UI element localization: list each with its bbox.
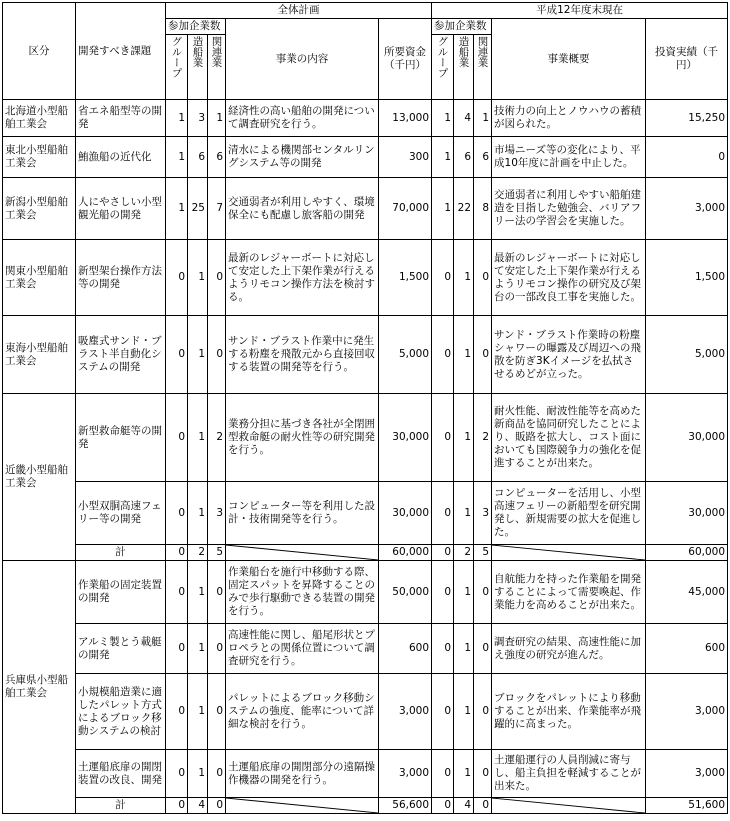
- table-row: [3, 316, 728, 394]
- group-count-current: 0: [432, 316, 454, 394]
- task-cell: 土運船底扉の開閉装置の改良、開発: [76, 750, 166, 798]
- funds-cell: 600: [379, 624, 432, 674]
- content-cell: コンピューター等を利用した設計・技術開発等を行う。: [226, 482, 379, 545]
- related-count: 3: [208, 482, 226, 545]
- shipbuilding-count: 6: [188, 137, 208, 178]
- task-cell: 小規模船造業に適したパレット方式によるブロック移動システムの検討: [76, 674, 166, 750]
- header-group-plan: グループ: [170, 36, 183, 78]
- summary-cell: 交通弱者に利用しやすい船舶建造を目指した勉強会、バリアフリー法の学習会を実施した。: [492, 178, 646, 240]
- content-cell: 清水による機関部センタルリングシステム等の開発: [226, 137, 379, 178]
- investment-cell: 1,500: [646, 240, 728, 316]
- category-cell: 近畿小型船舶工業会: [3, 394, 76, 561]
- total-row: [3, 798, 728, 814]
- shipbuilding-count: 1: [188, 624, 208, 674]
- shipbuilding-count: 1: [188, 316, 208, 394]
- group-count-current: 0: [432, 240, 454, 316]
- related-count: 0: [208, 561, 226, 624]
- header-related-current: 関連業: [476, 36, 489, 68]
- summary-cell: 調査研究の結果、高速性能に加え強度の研究が進んだ。: [492, 624, 646, 674]
- related-count: 7: [208, 178, 226, 240]
- shipbuilding-count-current: 4: [454, 100, 474, 137]
- group-count: 0: [166, 394, 188, 482]
- related-count-current: 0: [474, 798, 492, 814]
- shipbuilding-count-current: 1: [454, 394, 474, 482]
- shipbuilding-count: 1: [188, 240, 208, 316]
- summary-cell: 自航能力を持った作業船を開発することによって需要喚起、作業能力を高めることが出来た。: [492, 561, 646, 624]
- table-row: [3, 561, 728, 624]
- task-cell: 省エネ船型等の開発: [76, 100, 166, 137]
- category-cell: 東海小型船舶工業会: [3, 316, 76, 394]
- header-category: 区分: [3, 3, 76, 100]
- header-participants-plan: 参加企業数: [166, 19, 226, 35]
- content-cell: 交通弱者が利用しやすく、環境保全にも配慮し旅客船の開発: [226, 178, 379, 240]
- table-row: [3, 394, 728, 482]
- shipbuilding-count: 2: [188, 545, 208, 561]
- group-count: 0: [166, 674, 188, 750]
- header-content: 事業の内容: [226, 19, 379, 100]
- shipbuilding-count: 3: [188, 100, 208, 137]
- investment-cell: 3,000: [646, 674, 728, 750]
- group-count: 1: [166, 178, 188, 240]
- related-count-current: 0: [474, 624, 492, 674]
- content-cell: 土運船底扉の開閉部分の遠隔操作機器の開発を行う。: [226, 750, 379, 798]
- total-label: 計: [76, 798, 166, 814]
- funds-cell: 13,000: [379, 100, 432, 137]
- group-count: 0: [166, 798, 188, 814]
- header-required-funds: 所要資金（千円）: [379, 19, 432, 100]
- shipbuilding-count-current: 2: [454, 545, 474, 561]
- related-count: 1: [208, 100, 226, 137]
- content-cell: 高速性能に関し、船尾形状とプロペラとの関係位置について調査研究を行う。: [226, 624, 379, 674]
- shipbuilding-count: 1: [188, 561, 208, 624]
- group-count: 1: [166, 137, 188, 178]
- investment-cell: 5,000: [646, 316, 728, 394]
- task-cell: 新型救命艇等の開発: [76, 394, 166, 482]
- funds-cell: 50,000: [379, 561, 432, 624]
- funds-cell: 56,600: [379, 798, 432, 814]
- content-cell: サンド・ブラスト作業中に発生する粉塵を飛散元から直接回収する装置の開発等を行う。: [226, 316, 379, 394]
- header-investment: 投資実績（千円）: [646, 19, 728, 100]
- content-cell: 経済性の高い船舶の開発について調査研究を行う。: [226, 100, 379, 137]
- table-row: [3, 482, 728, 545]
- group-count-current: 1: [432, 178, 454, 240]
- summary-cell: 土運船運行の人員削減に寄与し、船主負担を軽減することが出来た。: [492, 750, 646, 798]
- investment-cell: 0: [646, 137, 728, 178]
- shipbuilding-count-current: 1: [454, 624, 474, 674]
- investment-cell: 600: [646, 624, 728, 674]
- investment-cell: 30,000: [646, 482, 728, 545]
- task-cell: 小型双胴高速フェリー等の開発: [76, 482, 166, 545]
- group-count: 1: [166, 100, 188, 137]
- task-cell: 作業船の固定装置の開発: [76, 561, 166, 624]
- group-count: 0: [166, 482, 188, 545]
- related-count-current: 6: [474, 137, 492, 178]
- summary-cell: コンピューターを活用し、小型高速フェリーの新船型を研究開発し、新規需要の拡大を促進した。: [492, 482, 646, 545]
- shipbuilding-count-current: 1: [454, 674, 474, 750]
- table-row: [3, 624, 728, 674]
- table-row: [3, 674, 728, 750]
- shipbuilding-count: 4: [188, 798, 208, 814]
- category-cell: 新潟小型船舶工業会: [3, 178, 76, 240]
- group-count-current: 0: [432, 624, 454, 674]
- shipbuilding-count-current: 4: [454, 798, 474, 814]
- header-shipbuilding-current: 造船業: [457, 36, 470, 68]
- shipbuilding-count: 1: [188, 394, 208, 482]
- category-cell: 関東小型船舶工業会: [3, 240, 76, 316]
- investment-cell: 51,600: [646, 798, 728, 814]
- related-count-current: 2: [474, 394, 492, 482]
- funds-cell: 30,000: [379, 482, 432, 545]
- shipbuilding-count: 1: [188, 750, 208, 798]
- funds-cell: 3,000: [379, 674, 432, 750]
- group-count-current: 1: [432, 100, 454, 137]
- category-cell: 北海道小型船舶工業会: [3, 100, 76, 137]
- shipbuilding-count: 1: [188, 482, 208, 545]
- group-count-current: 0: [432, 561, 454, 624]
- shipbuilding-count-current: 1: [454, 561, 474, 624]
- group-count-current: 0: [432, 482, 454, 545]
- table-row: [3, 178, 728, 240]
- summary-cell: ブロックをパレットにより移動することが出来、作業能率が飛躍的に高まった。: [492, 674, 646, 750]
- shipbuilding-count-current: 1: [454, 482, 474, 545]
- header-task: 開発すべき課題: [76, 3, 166, 100]
- header-group-current: グループ: [436, 36, 449, 78]
- content-cell: パレットによるブロック移動システムの強度、能率について詳細な検討を行う。: [226, 674, 379, 750]
- related-count: 5: [208, 545, 226, 561]
- group-count-current: 0: [432, 750, 454, 798]
- header-summary: 事業概要: [492, 19, 646, 100]
- related-count: 0: [208, 240, 226, 316]
- funds-cell: 300: [379, 137, 432, 178]
- content-cell: 業務分担に基づき各社が全閉囲型救命艇の耐火性等の研究開発を行う。: [226, 394, 379, 482]
- group-count-current: 0: [432, 674, 454, 750]
- plan-table: [2, 2, 728, 814]
- related-count: 0: [208, 624, 226, 674]
- funds-cell: 3,000: [379, 750, 432, 798]
- summary-cell: サンド・ブラスト作業時の粉塵シャワーの曝露及び周辺への飛散を防ぎ3Kイメージを払拭させるめどが立った。: [492, 316, 646, 394]
- related-count-current: 0: [474, 316, 492, 394]
- task-cell: 鮪漁船の近代化: [76, 137, 166, 178]
- related-count-current: 5: [474, 545, 492, 561]
- related-count: 0: [208, 798, 226, 814]
- related-count-current: 0: [474, 561, 492, 624]
- shipbuilding-count: 25: [188, 178, 208, 240]
- header-overall-plan: 全体計画: [166, 3, 432, 19]
- summary-cell: 市場ニーズ等の変化により、平成10年度に計画を中止した。: [492, 137, 646, 178]
- related-count: 0: [208, 674, 226, 750]
- group-count: 0: [166, 624, 188, 674]
- header-current-status: 平成12年度末現在: [432, 3, 728, 19]
- group-count: 0: [166, 545, 188, 561]
- related-count: 6: [208, 137, 226, 178]
- shipbuilding-count: 1: [188, 674, 208, 750]
- table-row: [3, 100, 728, 137]
- related-count: 0: [208, 750, 226, 798]
- related-count-current: 3: [474, 482, 492, 545]
- diagonal-cell: [226, 798, 379, 814]
- shipbuilding-count-current: 22: [454, 178, 474, 240]
- diagonal-cell: [226, 545, 379, 561]
- related-count: 0: [208, 316, 226, 394]
- investment-cell: 60,000: [646, 545, 728, 561]
- category-cell: 兵庫県小型船舶工業会: [3, 561, 76, 814]
- total-label: 計: [76, 545, 166, 561]
- header-participants-current: 参加企業数: [432, 19, 492, 35]
- summary-cell: 耐火性能、耐波性能等を高めた新商品を協同研究したことにより、販路を拡大し、コスト面においても国際競争力の強化を促進することが出来た。: [492, 394, 646, 482]
- funds-cell: 5,000: [379, 316, 432, 394]
- group-count: 0: [166, 240, 188, 316]
- group-count-current: 0: [432, 545, 454, 561]
- funds-cell: 1,500: [379, 240, 432, 316]
- group-count-current: 0: [432, 798, 454, 814]
- table-row: [3, 137, 728, 178]
- shipbuilding-count-current: 1: [454, 240, 474, 316]
- task-cell: 人にやさしい小型観光船の開発: [76, 178, 166, 240]
- diagonal-cell: [492, 545, 646, 561]
- funds-cell: 60,000: [379, 545, 432, 561]
- task-cell: アルミ製とう載艇の開発: [76, 624, 166, 674]
- header-related-plan: 関連業: [210, 36, 223, 68]
- shipbuilding-count-current: 1: [454, 750, 474, 798]
- investment-cell: 30,000: [646, 394, 728, 482]
- summary-cell: 技術力の向上とノウハウの蓄積が図られた。: [492, 100, 646, 137]
- related-count-current: 0: [474, 240, 492, 316]
- shipbuilding-count-current: 6: [454, 137, 474, 178]
- header-shipbuilding-plan: 造船業: [191, 36, 204, 68]
- related-count-current: 0: [474, 750, 492, 798]
- investment-cell: 15,250: [646, 100, 728, 137]
- table-row: [3, 240, 728, 316]
- related-count-current: 0: [474, 674, 492, 750]
- group-count: 0: [166, 750, 188, 798]
- related-count-current: 8: [474, 178, 492, 240]
- investment-cell: 3,000: [646, 178, 728, 240]
- investment-cell: 3,000: [646, 750, 728, 798]
- task-cell: 吸塵式サンド・ブラスト半自動化システムの開発: [76, 316, 166, 394]
- content-cell: 作業船台を施行中移動する際、固定スパットを昇降することのみで歩行駆動できる装置の開発を行う。: [226, 561, 379, 624]
- group-count-current: 0: [432, 394, 454, 482]
- group-count-current: 1: [432, 137, 454, 178]
- category-cell: 東北小型船舶工業会: [3, 137, 76, 178]
- summary-cell: 最新のレジャーボートに対応して安定した上下架作業が行えるようリモコン操作の研究及び架台の一部改良工事を実施した。: [492, 240, 646, 316]
- table-row: [3, 750, 728, 798]
- content-cell: 最新のレジャーボートに対応して安定した上下架作業が行えるようリモコン操作方法を検討する。: [226, 240, 379, 316]
- related-count: 2: [208, 394, 226, 482]
- diagonal-cell: [492, 798, 646, 814]
- group-count: 0: [166, 316, 188, 394]
- task-cell: 新型架台操作方法等の開発: [76, 240, 166, 316]
- related-count-current: 1: [474, 100, 492, 137]
- group-count: 0: [166, 561, 188, 624]
- funds-cell: 70,000: [379, 178, 432, 240]
- funds-cell: 30,000: [379, 394, 432, 482]
- shipbuilding-count-current: 1: [454, 316, 474, 394]
- total-row: [3, 545, 728, 561]
- investment-cell: 45,000: [646, 561, 728, 624]
